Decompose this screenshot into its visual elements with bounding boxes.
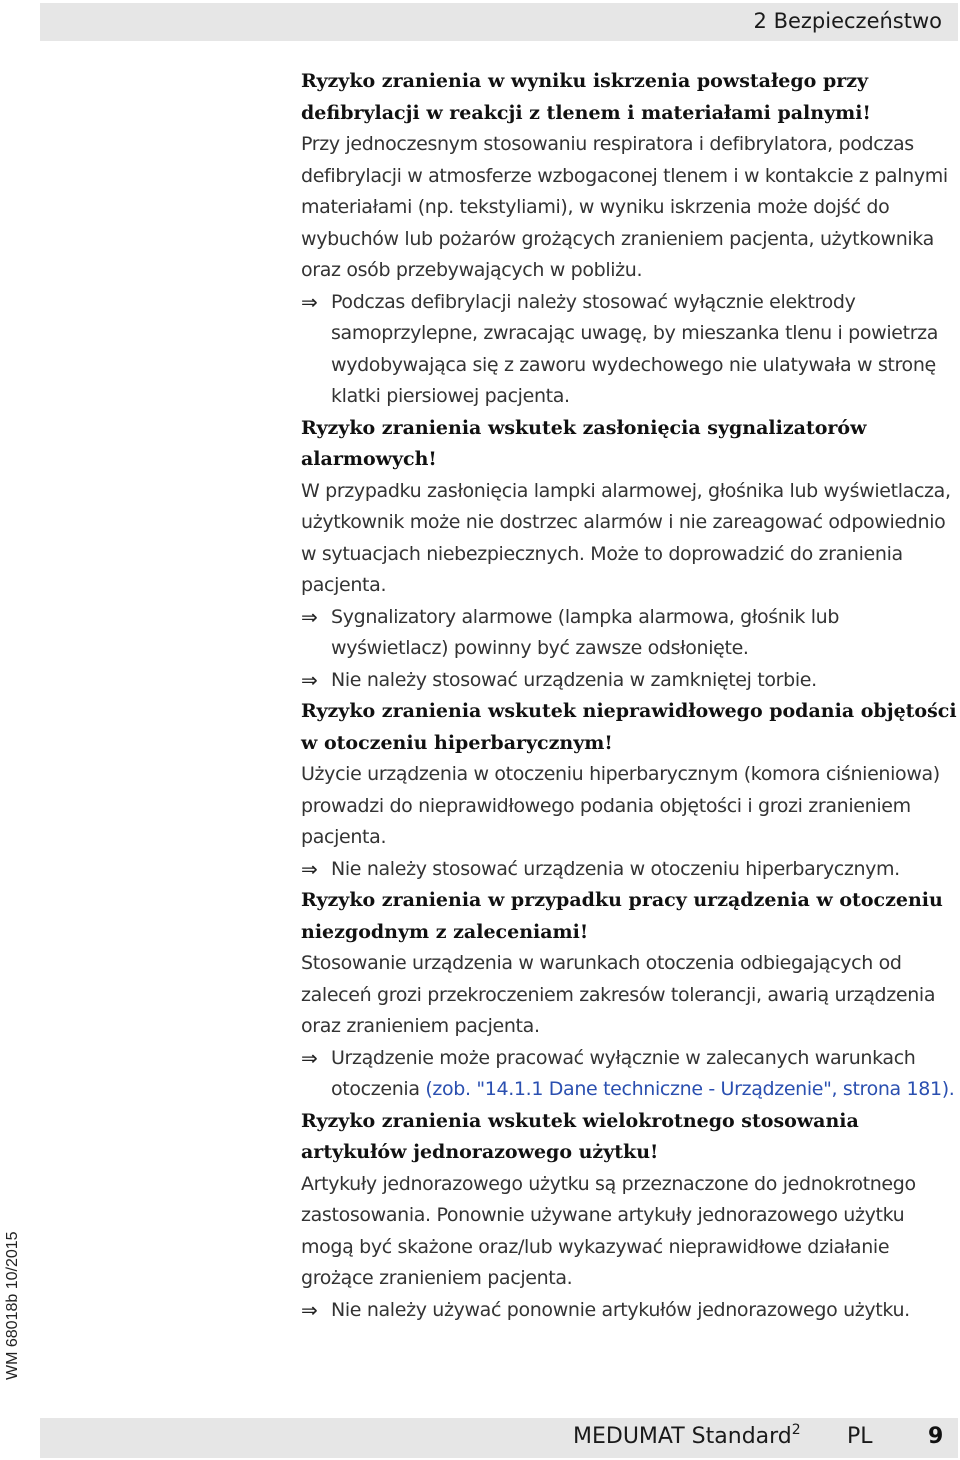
action-item: [301, 665, 957, 697]
action-text: Urządzenie może pracować wyłącznie w zalecanych warunkach otoczenia: [331, 1046, 916, 1100]
arrow-right-icon: ⇒: [301, 667, 318, 692]
footer-product-name: [573, 1422, 801, 1449]
arrow-right-icon: ⇒: [301, 856, 318, 881]
document-code: WM 68018b 10/2015: [4, 1231, 21, 1380]
arrow-right-icon: ⇒: [301, 604, 318, 629]
arrow-right-icon: ⇒: [301, 1297, 318, 1322]
warning-section-single-use: [301, 1106, 957, 1327]
warning-paragraph: W przypadku zasłonięcia lampki alarmowej, głośnika lub wyświetlacza, użytkownik może nie dostrzec alarmów i nie zareagować odpowiednio w sytuacjach niebezpiecznych. Może to doprowadzić do zranienia pacjenta.: [301, 479, 951, 596]
action-item: [301, 602, 957, 665]
footer-language: PL: [847, 1424, 873, 1449]
warning-paragraph: Użycie urządzenia w otoczeniu hiperbarycznym (komora ciśnieniowa) prowadzi do nieprawidłowego podania objętości i grozi zranieniem pacjenta.: [301, 763, 940, 848]
product-name: MEDUMAT Standard: [573, 1424, 792, 1449]
footer-bar: [40, 1418, 958, 1458]
warning-section-environment: [301, 885, 957, 1106]
action-text: Sygnalizatory alarmowe (lampka alarmowa, głośnik lub wyświetlacz) powinny być zawsze odsłonięte.: [331, 605, 840, 659]
warning-paragraph: Artykuły jednorazowego użytku są przeznaczone do jednokrotnego zastosowania. Ponownie używane artykuły jednorazowego użytku mogą być skażone oraz/lub wykazywać nieprawidłowe działanie grożące zranieniem pacjenta.: [301, 1172, 916, 1289]
warning-section-hyperbaric: [301, 696, 957, 885]
arrow-right-icon: ⇒: [301, 289, 318, 314]
action-text: Nie należy stosować urządzenia w zamkniętej torbie.: [331, 668, 817, 691]
page-content: [301, 66, 957, 1326]
action-item: [301, 1043, 957, 1106]
action-text: Nie należy używać ponownie artykułów jednorazowego użytku.: [331, 1298, 910, 1321]
chapter-title: 2 Bezpieczeństwo: [753, 9, 942, 33]
warning-heading: Ryzyko zranienia w przypadku pracy urządzenia w otoczeniu niezgodnym z zaleceniami!: [301, 889, 943, 943]
arrow-right-icon: ⇒: [301, 1045, 318, 1070]
warning-section-alarm-signals: [301, 413, 957, 697]
action-item: [301, 1295, 957, 1327]
page-number: 9: [928, 1424, 944, 1449]
warning-heading: Ryzyko zranienia wskutek nieprawidłowego podania objętości w otoczeniu hiperbarycznym!: [301, 700, 957, 754]
warning-heading: Ryzyko zranienia w wyniku iskrzenia powstałego przy defibrylacji w reakcji z tlenem i materiałami palnymi!: [301, 70, 871, 124]
cross-reference-link[interactable]: (zob. "14.1.1 Dane techniczne - Urządzenie", strona 181).: [425, 1078, 955, 1100]
warning-heading: Ryzyko zranienia wskutek zasłonięcia sygnalizatorów alarmowych!: [301, 416, 867, 470]
warning-paragraph: Przy jednoczesnym stosowaniu respiratora i defibrylatora, podczas defibrylacji w atmosferze wzbogaconej tlenem i w kontakcie z palnymi materiałami (np. tekstyliami), w wyniku iskrzenia może dojść do wybuchów lub pożarów grożących zranieniem pacjenta, użytkownika oraz osób przebywających w pobliżu.: [301, 133, 948, 281]
action-text: Nie należy stosować urządzenia w otoczeniu hiperbarycznym.: [331, 857, 900, 880]
warning-section-defibrillation: [301, 66, 957, 413]
warning-paragraph: Stosowanie urządzenia w warunkach otoczenia odbiegających od zaleceń grozi przekroczeniem zakresów tolerancji, awarią urządzenia oraz zranieniem pacjenta.: [301, 952, 936, 1037]
product-superscript: 2: [791, 1422, 801, 1438]
action-text: Podczas defibrylacji należy stosować wyłącznie elektrody samoprzylepne, zwracając uwagę, by mieszanka tlenu i powietrza wydobywająca się z zaworu wydechowego nie ulatywała w stronę klatki piersiowej pacjenta.: [331, 290, 939, 407]
header-bar: [40, 3, 958, 41]
warning-heading: Ryzyko zranienia wskutek wielokrotnego stosowania artykułów jednorazowego użytku!: [301, 1109, 859, 1163]
action-item: [301, 287, 957, 413]
action-item: [301, 854, 957, 886]
